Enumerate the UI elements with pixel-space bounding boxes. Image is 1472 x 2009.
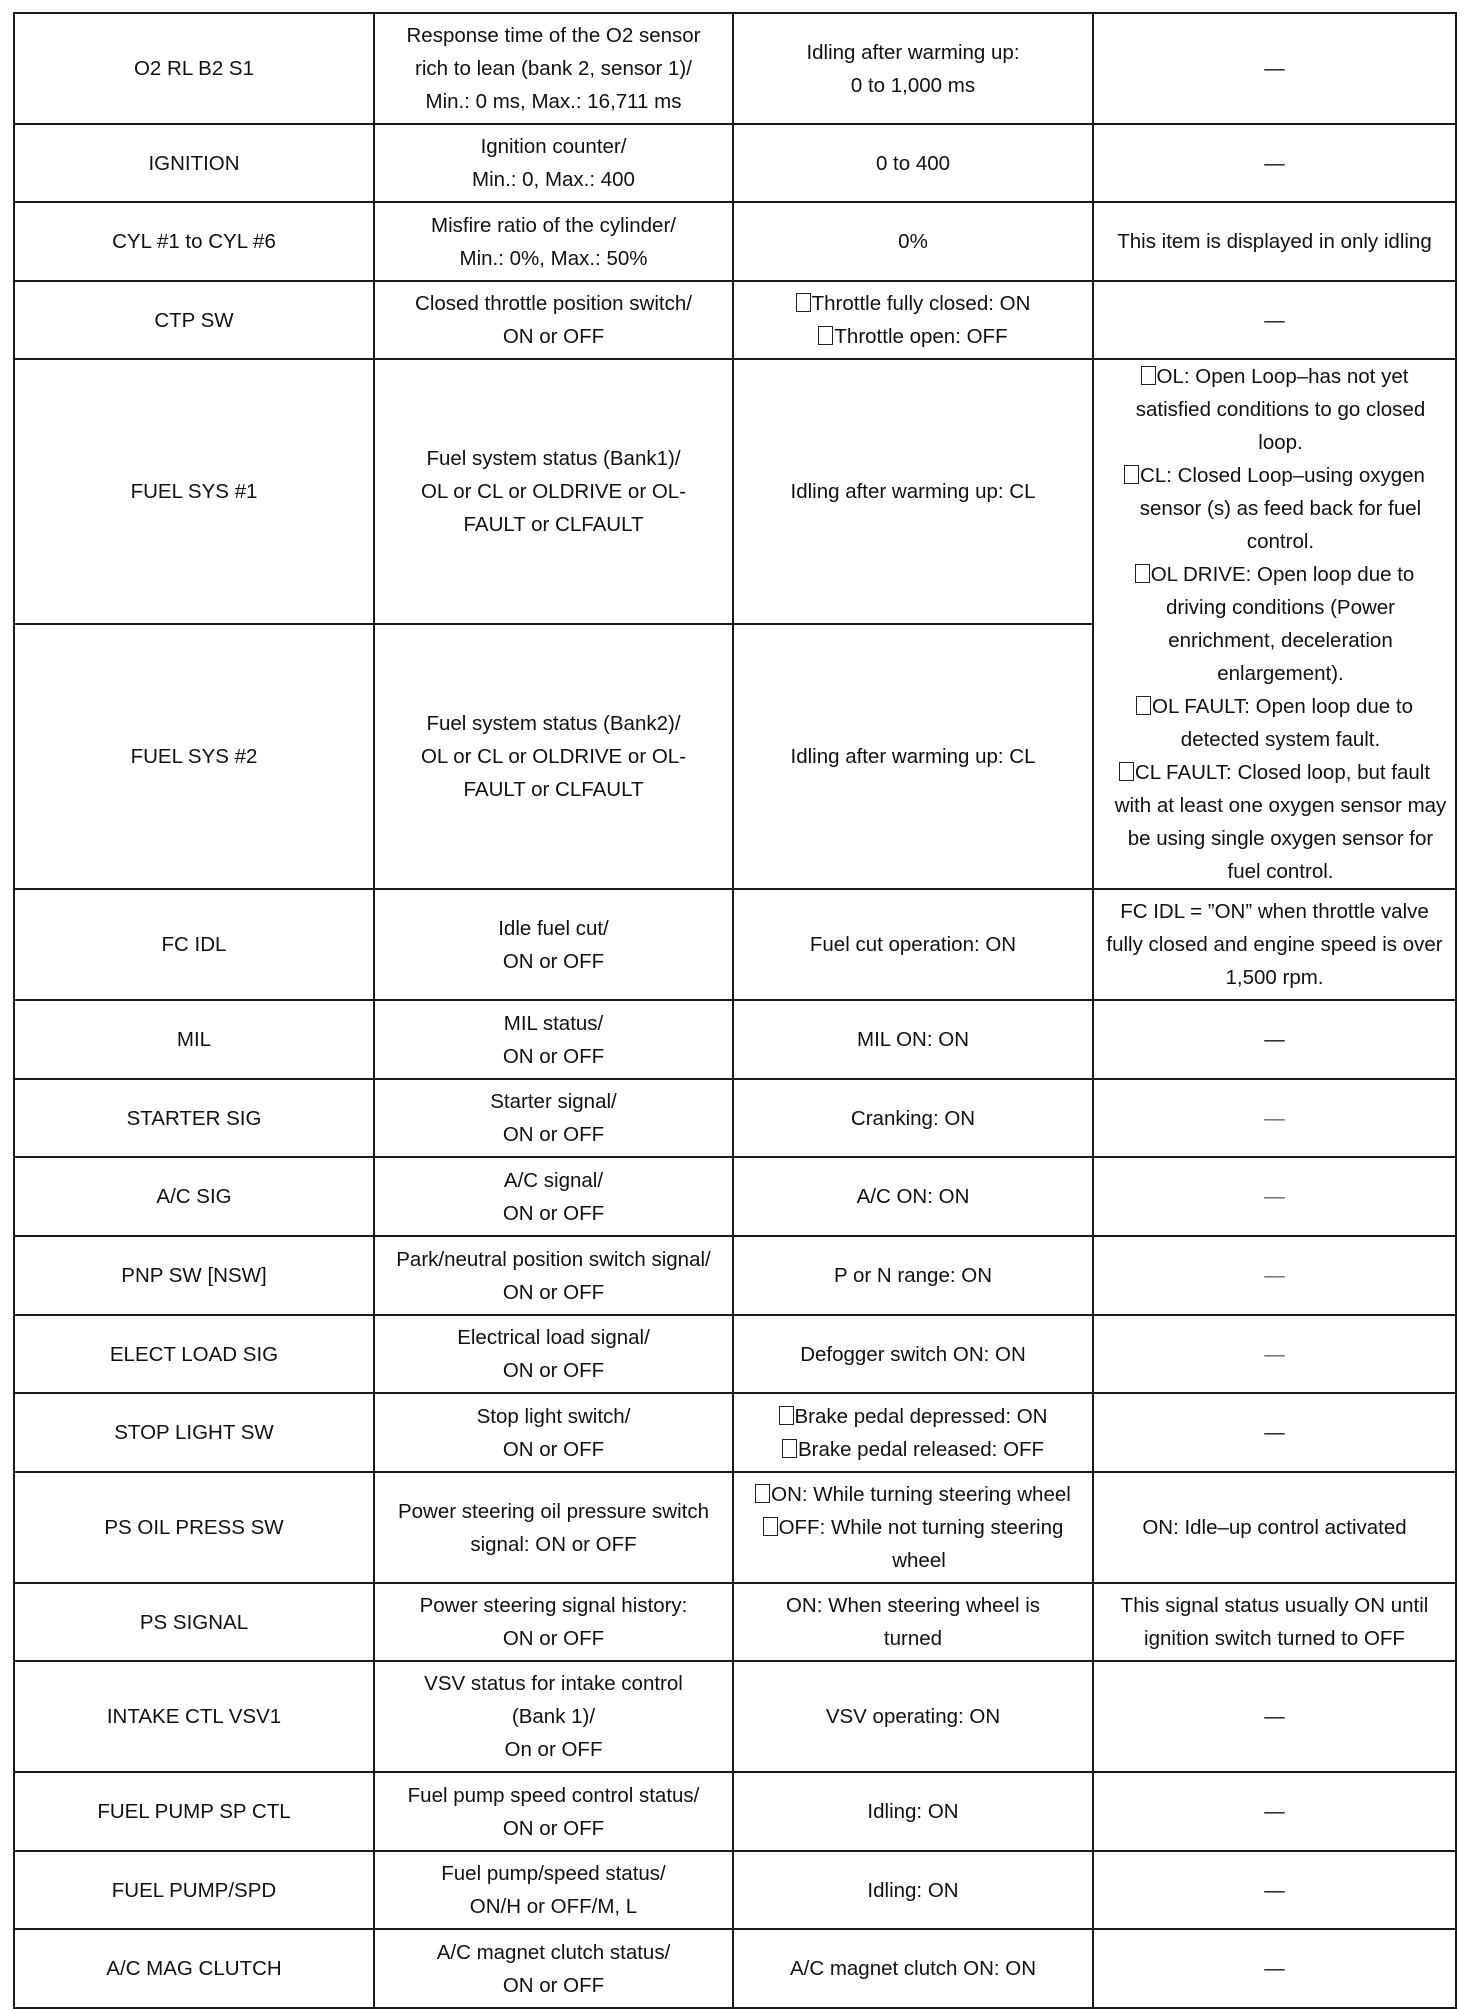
table-row	[14, 1929, 1456, 2008]
bullet-box-icon	[1124, 465, 1139, 484]
item-cell: IGNITION	[14, 124, 374, 202]
table-row	[14, 1772, 1456, 1851]
bullet-box-icon	[796, 293, 811, 312]
measurement-cell: Fuel pump speed control status/ ON or OFF	[374, 1772, 733, 1851]
item-cell: A/C MAG CLUTCH	[14, 1929, 374, 2008]
bullet-box-icon	[763, 1517, 778, 1536]
bullet-item: Brake pedal depressed: ON	[742, 1400, 1084, 1433]
diagnostic-note-cell: FC IDL = ”ON” when throttle valve fully closed and engine speed is over 1,500 rpm.	[1093, 889, 1456, 1000]
item-cell: A/C SIG	[14, 1157, 374, 1236]
diagnostic-note-cell: —	[1093, 13, 1456, 124]
bullet-item: Throttle open: OFF	[742, 320, 1084, 353]
item-cell: PNP SW [NSW]	[14, 1236, 374, 1315]
measurement-cell: Ignition counter/ Min.: 0, Max.: 400	[374, 124, 733, 202]
item-cell: FUEL PUMP/SPD	[14, 1851, 374, 1929]
table-row	[14, 281, 1456, 359]
normal-condition-cell: P or N range: ON	[733, 1236, 1093, 1315]
item-cell: STARTER SIG	[14, 1079, 374, 1157]
table-row	[14, 1157, 1456, 1236]
item-cell: CTP SW	[14, 281, 374, 359]
table-row	[14, 1079, 1456, 1157]
normal-condition-cell: Defogger switch ON: ON	[733, 1315, 1093, 1393]
table-row	[14, 359, 1456, 624]
table-row	[14, 202, 1456, 281]
measurement-cell: A/C magnet clutch status/ ON or OFF	[374, 1929, 733, 2008]
measurement-cell: Response time of the O2 sensor rich to lean (bank 2, sensor 1)/ Min.: 0 ms, Max.: 16,711 ms	[374, 13, 733, 124]
measurement-cell: VSV status for intake control (Bank 1)/ On or OFF	[374, 1661, 733, 1772]
normal-condition-cell: A/C ON: ON	[733, 1157, 1093, 1236]
diagnostic-note-cell: —	[1093, 1661, 1456, 1772]
table-row	[14, 1393, 1456, 1472]
fuel-sys-note: OL FAULT: Open loop due to detected system fault.	[1102, 690, 1447, 756]
diagnostic-note-cell: —	[1093, 1772, 1456, 1851]
measurement-cell: Fuel system status (Bank1)/ OL or CL or OLDRIVE or OL- FAULT or CLFAULT	[374, 359, 733, 624]
measurement-cell: Electrical load signal/ ON or OFF	[374, 1315, 733, 1393]
normal-condition-cell: Idling: ON	[733, 1851, 1093, 1929]
diagnostic-note-cell: —	[1093, 281, 1456, 359]
bullet-box-icon	[1135, 564, 1150, 583]
diagnostic-note-cell: —	[1093, 1929, 1456, 2008]
bullet-item: Brake pedal released: OFF	[742, 1433, 1084, 1466]
diagnostic-note-cell: —	[1093, 1079, 1456, 1157]
item-cell: CYL #1 to CYL #6	[14, 202, 374, 281]
diagnostic-note-cell: —	[1093, 1851, 1456, 1929]
normal-condition-cell: A/C magnet clutch ON: ON	[733, 1929, 1093, 2008]
item-cell: ELECT LOAD SIG	[14, 1315, 374, 1393]
normal-condition-cell: ON: When steering wheel is turned	[733, 1583, 1093, 1661]
table-row	[14, 1583, 1456, 1661]
table-row	[14, 1236, 1456, 1315]
bullet-box-icon	[1136, 696, 1151, 715]
normal-condition-cell: Idling: ON	[733, 1772, 1093, 1851]
measurement-cell: A/C signal/ ON or OFF	[374, 1157, 733, 1236]
measurement-cell: Starter signal/ ON or OFF	[374, 1079, 733, 1157]
normal-condition-cell	[733, 1472, 1093, 1583]
table-row	[14, 1851, 1456, 1929]
normal-condition-cell: Idling after warming up: CL	[733, 359, 1093, 624]
fuel-system-notes-cell	[1093, 359, 1456, 889]
measurement-cell: Idle fuel cut/ ON or OFF	[374, 889, 733, 1000]
bullet-box-icon	[1141, 366, 1156, 385]
normal-condition-cell: Idling after warming up: 0 to 1,000 ms	[733, 13, 1093, 124]
normal-condition-cell: 0 to 400	[733, 124, 1093, 202]
normal-condition-cell	[733, 281, 1093, 359]
diagnostic-note-cell: —	[1093, 1236, 1456, 1315]
bullet-box-icon	[818, 326, 833, 345]
measurement-cell: Park/neutral position switch signal/ ON or OFF	[374, 1236, 733, 1315]
diagnostic-note-cell: —	[1093, 1000, 1456, 1079]
item-cell: FC IDL	[14, 889, 374, 1000]
measurement-cell: Power steering signal history: ON or OFF	[374, 1583, 733, 1661]
table-row	[14, 1472, 1456, 1583]
normal-condition-cell: MIL ON: ON	[733, 1000, 1093, 1079]
item-cell: O2 RL B2 S1	[14, 13, 374, 124]
item-cell: PS OIL PRESS SW	[14, 1472, 374, 1583]
diagnostic-note-cell: This item is displayed in only idling	[1093, 202, 1456, 281]
normal-condition-cell: Idling after warming up: CL	[733, 624, 1093, 889]
normal-condition-cell: Fuel cut operation: ON	[733, 889, 1093, 1000]
fuel-sys-note: CL FAULT: Closed loop, but fault with at least one oxygen sensor may be using single oxygen sensor for fuel control.	[1114, 761, 1447, 883]
table-row	[14, 13, 1456, 124]
fuel-sys-note: OL DRIVE: Open loop due to driving conditions (Power enrichment, deceleration enlargement).	[1102, 558, 1447, 690]
bullet-item: ON: While turning steering wheel	[742, 1478, 1084, 1511]
fuel-sys-note: OL: Open Loop–has not yet satisfied conditions to go closed loop.	[1135, 365, 1426, 454]
normal-condition-cell	[733, 1393, 1093, 1472]
diagnostic-note-cell: —	[1093, 1393, 1456, 1472]
bullet-box-icon	[779, 1406, 794, 1425]
bullet-item: OFF: While not turning steering wheel	[742, 1511, 1084, 1577]
diagnostic-note-cell: ON: Idle–up control activated	[1093, 1472, 1456, 1583]
item-cell: PS SIGNAL	[14, 1583, 374, 1661]
measurement-cell: Stop light switch/ ON or OFF	[374, 1393, 733, 1472]
normal-condition-cell: Cranking: ON	[733, 1079, 1093, 1157]
diagnostic-note-cell: —	[1093, 124, 1456, 202]
measurement-cell: Fuel system status (Bank2)/ OL or CL or OLDRIVE or OL- FAULT or CLFAULT	[374, 624, 733, 889]
item-cell: FUEL SYS #1	[14, 359, 374, 624]
item-cell: FUEL SYS #2	[14, 624, 374, 889]
data-list-table	[13, 12, 1457, 2009]
bullet-box-icon	[782, 1439, 797, 1458]
diagnostic-note-cell: This signal status usually ON until ignition switch turned to OFF	[1093, 1583, 1456, 1661]
measurement-cell: Closed throttle position switch/ ON or OFF	[374, 281, 733, 359]
measurement-cell: Misfire ratio of the cylinder/ Min.: 0%, Max.: 50%	[374, 202, 733, 281]
bullet-item: Throttle fully closed: ON	[742, 287, 1084, 320]
measurement-cell: MIL status/ ON or OFF	[374, 1000, 733, 1079]
table-row	[14, 1661, 1456, 1772]
fuel-sys-note: CL: Closed Loop–using oxygen sensor (s) as feed back for fuel control.	[1102, 459, 1447, 558]
table-row	[14, 1000, 1456, 1079]
measurement-cell: Fuel pump/speed status/ ON/H or OFF/M, L	[374, 1851, 733, 1929]
diagnostic-note-cell: —	[1093, 1157, 1456, 1236]
normal-condition-cell: 0%	[733, 202, 1093, 281]
table-row	[14, 889, 1456, 1000]
item-cell: INTAKE CTL VSV1	[14, 1661, 374, 1772]
item-cell: FUEL PUMP SP CTL	[14, 1772, 374, 1851]
table-row	[14, 1315, 1456, 1393]
table-row	[14, 124, 1456, 202]
normal-condition-cell: VSV operating: ON	[733, 1661, 1093, 1772]
diagnostic-note-cell: —	[1093, 1315, 1456, 1393]
item-cell: MIL	[14, 1000, 374, 1079]
bullet-box-icon	[755, 1484, 770, 1503]
bullet-box-icon	[1119, 762, 1134, 781]
item-cell: STOP LIGHT SW	[14, 1393, 374, 1472]
measurement-cell: Power steering oil pressure switch signal: ON or OFF	[374, 1472, 733, 1583]
